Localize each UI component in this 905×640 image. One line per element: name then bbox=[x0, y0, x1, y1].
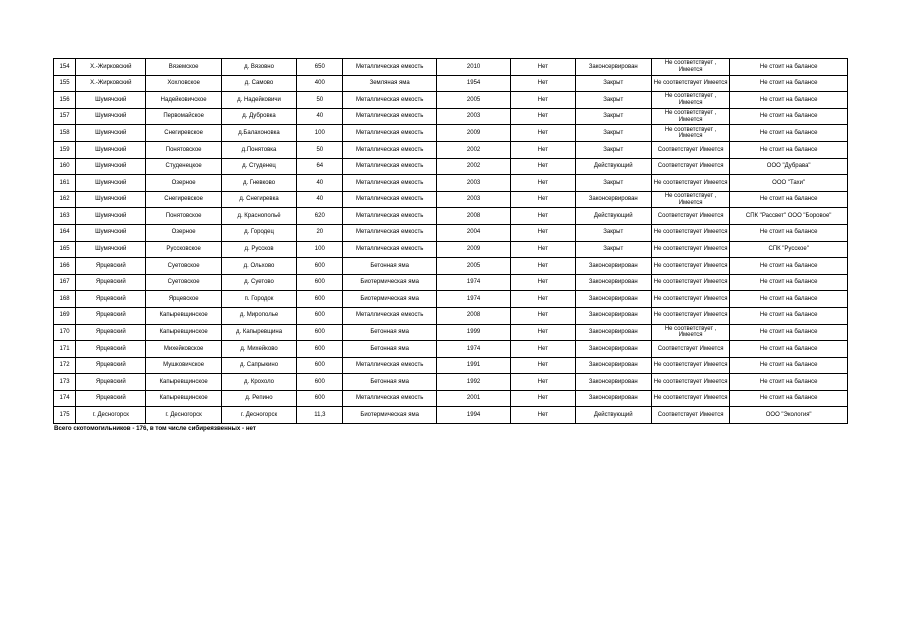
table-row bbox=[54, 241, 848, 258]
year-cell: 1994 bbox=[436, 407, 510, 424]
locality-cell: д. Крохоло bbox=[221, 374, 296, 391]
locality-cell: п. Городок bbox=[221, 291, 296, 308]
balance-holder-cell: Не стоит на балансе bbox=[730, 191, 848, 208]
locality-cell: д. Мирополье bbox=[221, 307, 296, 324]
balance-holder-cell: ООО "Дубрава" bbox=[730, 158, 848, 175]
construction-type-cell: Земляная яма bbox=[343, 75, 436, 92]
area-cell: 11,3 bbox=[297, 407, 343, 424]
row-number-cell: 159 bbox=[54, 141, 76, 158]
balance-holder-cell: Не стоит на балансе bbox=[730, 324, 848, 341]
construction-type-cell: Металлическая емкость bbox=[343, 191, 436, 208]
compliance-cell: Не соответствует Имеется bbox=[651, 241, 729, 258]
balance-holder-cell: Не стоит на балансе bbox=[730, 291, 848, 308]
construction-type-cell: Металлическая емкость bbox=[343, 59, 436, 76]
balance-holder-cell: Не стоит на балансе bbox=[730, 274, 848, 291]
locality-cell: д. Ольхово bbox=[221, 258, 296, 275]
compliance-cell: Не соответствует Имеется bbox=[651, 357, 729, 374]
status-cell: Законсервирован bbox=[575, 291, 651, 308]
construction-type-cell: Металлическая емкость bbox=[343, 108, 436, 125]
balance-holder-cell: Не стоит на балансе bbox=[730, 341, 848, 358]
year-cell: 1999 bbox=[436, 324, 510, 341]
area-cell: 650 bbox=[297, 59, 343, 76]
settlement-cell: Надейковичское bbox=[146, 92, 221, 109]
district-cell: Ярцевский bbox=[76, 374, 146, 391]
locality-cell: д. Самово bbox=[221, 75, 296, 92]
settlement-cell: Руссковское bbox=[146, 241, 221, 258]
settlement-cell: Озерное bbox=[146, 175, 221, 192]
anthrax-cell: Нет bbox=[511, 291, 575, 308]
compliance-cell: Не соответствует Имеется bbox=[651, 258, 729, 275]
district-cell: Х.-Жирковский bbox=[76, 59, 146, 76]
construction-type-cell: Бетонная яма bbox=[343, 324, 436, 341]
row-number-cell: 165 bbox=[54, 241, 76, 258]
table-row bbox=[54, 158, 848, 175]
compliance-cell: Соответствует Имеется bbox=[651, 407, 729, 424]
row-number-cell: 172 bbox=[54, 357, 76, 374]
balance-holder-cell: СПК "Рассвет" ООО "Боровое" bbox=[730, 208, 848, 225]
area-cell: 100 bbox=[297, 241, 343, 258]
construction-type-cell: Биотермическая яма bbox=[343, 407, 436, 424]
row-number-cell: 160 bbox=[54, 158, 76, 175]
locality-cell: д. Репино bbox=[221, 390, 296, 407]
status-cell: Законсервирован bbox=[575, 274, 651, 291]
status-cell: Закрыт bbox=[575, 92, 651, 109]
district-cell: Шумячский bbox=[76, 175, 146, 192]
compliance-cell: Не соответствует Имеется bbox=[651, 374, 729, 391]
balance-holder-cell: Не стоит на балансе bbox=[730, 390, 848, 407]
table-row bbox=[54, 357, 848, 374]
balance-holder-cell: ООО "Тахи" bbox=[730, 175, 848, 192]
status-cell: Действующий bbox=[575, 208, 651, 225]
locality-cell: д. Гневково bbox=[221, 175, 296, 192]
area-cell: 20 bbox=[297, 224, 343, 241]
area-cell: 620 bbox=[297, 208, 343, 225]
status-cell: Законсервирован bbox=[575, 357, 651, 374]
table-row bbox=[54, 125, 848, 142]
year-cell: 2003 bbox=[436, 191, 510, 208]
table-row bbox=[54, 324, 848, 341]
area-cell: 600 bbox=[297, 341, 343, 358]
table-row bbox=[54, 175, 848, 192]
settlement-cell: Капыревщинское bbox=[146, 324, 221, 341]
balance-holder-cell: Не стоит на балансе bbox=[730, 59, 848, 76]
status-cell: Законсервирован bbox=[575, 191, 651, 208]
construction-type-cell: Металлическая емкость bbox=[343, 158, 436, 175]
status-cell: Закрыт bbox=[575, 108, 651, 125]
construction-type-cell: Металлическая емкость bbox=[343, 208, 436, 225]
district-cell: Шумячский bbox=[76, 208, 146, 225]
area-cell: 40 bbox=[297, 191, 343, 208]
construction-type-cell: Металлическая емкость bbox=[343, 390, 436, 407]
compliance-cell: Не соответствует , Имеется bbox=[651, 59, 729, 76]
anthrax-cell: Нет bbox=[511, 341, 575, 358]
settlement-cell: г. Десногорск bbox=[146, 407, 221, 424]
row-number-cell: 156 bbox=[54, 92, 76, 109]
year-cell: 2009 bbox=[436, 125, 510, 142]
balance-holder-cell: Не стоит на балансе bbox=[730, 258, 848, 275]
year-cell: 2003 bbox=[436, 108, 510, 125]
area-cell: 40 bbox=[297, 175, 343, 192]
row-number-cell: 171 bbox=[54, 341, 76, 358]
table-row bbox=[54, 390, 848, 407]
settlement-cell: Суетовское bbox=[146, 274, 221, 291]
district-cell: Ярцевский bbox=[76, 274, 146, 291]
table-row bbox=[54, 208, 848, 225]
table-row bbox=[54, 224, 848, 241]
compliance-cell: Не соответствует Имеется bbox=[651, 274, 729, 291]
district-cell: Шумячский bbox=[76, 108, 146, 125]
district-cell: Шумячский bbox=[76, 158, 146, 175]
table-row bbox=[54, 191, 848, 208]
area-cell: 600 bbox=[297, 291, 343, 308]
status-cell: Закрыт bbox=[575, 175, 651, 192]
settlement-cell: Ярцевское bbox=[146, 291, 221, 308]
table-row bbox=[54, 258, 848, 275]
settlement-cell: Суетовское bbox=[146, 258, 221, 275]
row-number-cell: 166 bbox=[54, 258, 76, 275]
table-row bbox=[54, 59, 848, 76]
table-body bbox=[54, 59, 848, 424]
balance-holder-cell: Не стоит на балансе bbox=[730, 125, 848, 142]
area-cell: 600 bbox=[297, 307, 343, 324]
status-cell: Закрыт bbox=[575, 224, 651, 241]
anthrax-cell: Нет bbox=[511, 158, 575, 175]
locality-cell: д. Сапрыкино bbox=[221, 357, 296, 374]
row-number-cell: 173 bbox=[54, 374, 76, 391]
settlement-cell: Капыревщинское bbox=[146, 374, 221, 391]
year-cell: 2009 bbox=[436, 241, 510, 258]
anthrax-cell: Нет bbox=[511, 175, 575, 192]
district-cell: Х.-Жирковский bbox=[76, 75, 146, 92]
locality-cell: д.Понятовка bbox=[221, 141, 296, 158]
status-cell: Действующий bbox=[575, 407, 651, 424]
document-sheet bbox=[53, 58, 848, 432]
status-cell: Законсервирован bbox=[575, 258, 651, 275]
settlement-cell: Первомайское bbox=[146, 108, 221, 125]
construction-type-cell: Металлическая емкость bbox=[343, 241, 436, 258]
row-number-cell: 170 bbox=[54, 324, 76, 341]
total-summary: Всего скотомогильников - 176, в том числе сибиреязвенных - нет bbox=[54, 425, 256, 433]
construction-type-cell: Биотермическая яма bbox=[343, 291, 436, 308]
area-cell: 600 bbox=[297, 258, 343, 275]
cattle-burial-register-table bbox=[53, 58, 848, 424]
table-row bbox=[54, 108, 848, 125]
locality-cell: д. Краснопольё bbox=[221, 208, 296, 225]
settlement-cell: Понятовское bbox=[146, 208, 221, 225]
row-number-cell: 158 bbox=[54, 125, 76, 142]
construction-type-cell: Металлическая емкость bbox=[343, 175, 436, 192]
construction-type-cell: Металлическая емкость bbox=[343, 224, 436, 241]
row-number-cell: 162 bbox=[54, 191, 76, 208]
compliance-cell: Соответствует Имеется bbox=[651, 341, 729, 358]
year-cell: 1991 bbox=[436, 357, 510, 374]
compliance-cell: Не соответствует Имеется bbox=[651, 224, 729, 241]
locality-cell: д. Дубровка bbox=[221, 108, 296, 125]
settlement-cell: Вяземское bbox=[146, 59, 221, 76]
balance-holder-cell: Не стоит на балансе bbox=[730, 374, 848, 391]
area-cell: 50 bbox=[297, 141, 343, 158]
balance-holder-cell: Не стоит на балансе bbox=[730, 75, 848, 92]
compliance-cell: Не соответствует Имеется bbox=[651, 390, 729, 407]
year-cell: 1974 bbox=[436, 341, 510, 358]
year-cell: 2010 bbox=[436, 59, 510, 76]
construction-type-cell: Металлическая емкость bbox=[343, 125, 436, 142]
table-row bbox=[54, 291, 848, 308]
area-cell: 50 bbox=[297, 92, 343, 109]
anthrax-cell: Нет bbox=[511, 324, 575, 341]
anthrax-cell: Нет bbox=[511, 92, 575, 109]
anthrax-cell: Нет bbox=[511, 141, 575, 158]
status-cell: Законсервирован bbox=[575, 307, 651, 324]
locality-cell: д. Суетово bbox=[221, 274, 296, 291]
construction-type-cell: Бетонная яма bbox=[343, 374, 436, 391]
table-row bbox=[54, 92, 848, 109]
locality-cell: г. Десногорск bbox=[221, 407, 296, 424]
table-row bbox=[54, 341, 848, 358]
anthrax-cell: Нет bbox=[511, 258, 575, 275]
district-cell: Шумячский bbox=[76, 191, 146, 208]
area-cell: 600 bbox=[297, 324, 343, 341]
locality-cell: д. Студенец bbox=[221, 158, 296, 175]
construction-type-cell: Металлическая емкость bbox=[343, 92, 436, 109]
district-cell: Ярцевский bbox=[76, 324, 146, 341]
district-cell: Ярцевский bbox=[76, 341, 146, 358]
district-cell: Шумячский bbox=[76, 241, 146, 258]
construction-type-cell: Металлическая емкость bbox=[343, 307, 436, 324]
district-cell: г. Десногорск bbox=[76, 407, 146, 424]
compliance-cell: Не соответствует , Имеется bbox=[651, 108, 729, 125]
balance-holder-cell: Не стоит на балансе bbox=[730, 224, 848, 241]
status-cell: Законсервирован bbox=[575, 59, 651, 76]
locality-cell: д. Руссков bbox=[221, 241, 296, 258]
year-cell: 1992 bbox=[436, 374, 510, 391]
year-cell: 2002 bbox=[436, 141, 510, 158]
year-cell: 2005 bbox=[436, 92, 510, 109]
anthrax-cell: Нет bbox=[511, 59, 575, 76]
locality-cell: д. Надейковичи bbox=[221, 92, 296, 109]
status-cell: Закрыт bbox=[575, 141, 651, 158]
district-cell: Шумячский bbox=[76, 125, 146, 142]
district-cell: Ярцевский bbox=[76, 357, 146, 374]
district-cell: Шумячский bbox=[76, 92, 146, 109]
locality-cell: д. Михейково bbox=[221, 341, 296, 358]
compliance-cell: Не соответствует Имеется bbox=[651, 307, 729, 324]
year-cell: 2008 bbox=[436, 307, 510, 324]
settlement-cell: Хохловское bbox=[146, 75, 221, 92]
balance-holder-cell: Не стоит на балансе bbox=[730, 92, 848, 109]
compliance-cell: Соответствует Имеется bbox=[651, 158, 729, 175]
district-cell: Шумячский bbox=[76, 224, 146, 241]
table-row bbox=[54, 307, 848, 324]
status-cell: Закрыт bbox=[575, 125, 651, 142]
table-row bbox=[54, 75, 848, 92]
row-number-cell: 163 bbox=[54, 208, 76, 225]
status-cell: Действующий bbox=[575, 158, 651, 175]
anthrax-cell: Нет bbox=[511, 390, 575, 407]
construction-type-cell: Металлическая емкость bbox=[343, 141, 436, 158]
district-cell: Ярцевский bbox=[76, 390, 146, 407]
row-number-cell: 154 bbox=[54, 59, 76, 76]
anthrax-cell: Нет bbox=[511, 191, 575, 208]
settlement-cell: Мушковичское bbox=[146, 357, 221, 374]
area-cell: 64 bbox=[297, 158, 343, 175]
row-number-cell: 169 bbox=[54, 307, 76, 324]
anthrax-cell: Нет bbox=[511, 125, 575, 142]
area-cell: 600 bbox=[297, 274, 343, 291]
locality-cell: д. Капыревщина bbox=[221, 324, 296, 341]
compliance-cell: Не соответствует , Имеется bbox=[651, 92, 729, 109]
year-cell: 2008 bbox=[436, 208, 510, 225]
anthrax-cell: Нет bbox=[511, 224, 575, 241]
table-row bbox=[54, 274, 848, 291]
row-number-cell: 155 bbox=[54, 75, 76, 92]
compliance-cell: Соответствует Имеется bbox=[651, 141, 729, 158]
anthrax-cell: Нет bbox=[511, 108, 575, 125]
compliance-cell: Соответствует Имеется bbox=[651, 208, 729, 225]
year-cell: 2003 bbox=[436, 175, 510, 192]
status-cell: Законсервирован bbox=[575, 374, 651, 391]
status-cell: Закрыт bbox=[575, 241, 651, 258]
settlement-cell: Снегиревское bbox=[146, 125, 221, 142]
status-cell: Законсервирован bbox=[575, 341, 651, 358]
balance-holder-cell: ООО "Экология" bbox=[730, 407, 848, 424]
row-number-cell: 157 bbox=[54, 108, 76, 125]
anthrax-cell: Нет bbox=[511, 75, 575, 92]
row-number-cell: 164 bbox=[54, 224, 76, 241]
construction-type-cell: Биотермическая яма bbox=[343, 274, 436, 291]
year-cell: 2004 bbox=[436, 224, 510, 241]
year-cell: 2002 bbox=[436, 158, 510, 175]
area-cell: 400 bbox=[297, 75, 343, 92]
district-cell: Ярцевский bbox=[76, 307, 146, 324]
district-cell: Шумячский bbox=[76, 141, 146, 158]
balance-holder-cell: Не стоит на балансе bbox=[730, 108, 848, 125]
row-number-cell: 168 bbox=[54, 291, 76, 308]
compliance-cell: Не соответствует Имеется bbox=[651, 291, 729, 308]
anthrax-cell: Нет bbox=[511, 274, 575, 291]
year-cell: 1954 bbox=[436, 75, 510, 92]
area-cell: 600 bbox=[297, 374, 343, 391]
construction-type-cell: Бетонная яма bbox=[343, 341, 436, 358]
anthrax-cell: Нет bbox=[511, 407, 575, 424]
year-cell: 1974 bbox=[436, 274, 510, 291]
compliance-cell: Не соответствует , Имеется bbox=[651, 191, 729, 208]
year-cell: 2001 bbox=[436, 390, 510, 407]
settlement-cell: Капыревщинское bbox=[146, 390, 221, 407]
anthrax-cell: Нет bbox=[511, 357, 575, 374]
construction-type-cell: Металлическая емкость bbox=[343, 357, 436, 374]
district-cell: Ярцевский bbox=[76, 258, 146, 275]
locality-cell: д. Вязовно bbox=[221, 59, 296, 76]
area-cell: 600 bbox=[297, 390, 343, 407]
balance-holder-cell: Не стоит на балансе bbox=[730, 307, 848, 324]
table-row bbox=[54, 141, 848, 158]
locality-cell: д. Городец bbox=[221, 224, 296, 241]
year-cell: 1974 bbox=[436, 291, 510, 308]
status-cell: Закрыт bbox=[575, 75, 651, 92]
area-cell: 40 bbox=[297, 108, 343, 125]
row-number-cell: 174 bbox=[54, 390, 76, 407]
locality-cell: д.Балахоновка bbox=[221, 125, 296, 142]
balance-holder-cell: Не стоит на балансе bbox=[730, 357, 848, 374]
compliance-cell: Не соответствует , Имеется bbox=[651, 324, 729, 341]
compliance-cell: Не соответствует , Имеется bbox=[651, 125, 729, 142]
settlement-cell: Снегиревское bbox=[146, 191, 221, 208]
construction-type-cell: Бетонная яма bbox=[343, 258, 436, 275]
balance-holder-cell: СПК "Русское" bbox=[730, 241, 848, 258]
settlement-cell: Студенецкое bbox=[146, 158, 221, 175]
area-cell: 600 bbox=[297, 357, 343, 374]
settlement-cell: Понятовское bbox=[146, 141, 221, 158]
row-number-cell: 167 bbox=[54, 274, 76, 291]
anthrax-cell: Нет bbox=[511, 241, 575, 258]
status-cell: Законсервирован bbox=[575, 324, 651, 341]
settlement-cell: Михейковское bbox=[146, 341, 221, 358]
area-cell: 100 bbox=[297, 125, 343, 142]
anthrax-cell: Нет bbox=[511, 374, 575, 391]
table-row bbox=[54, 374, 848, 391]
year-cell: 2005 bbox=[436, 258, 510, 275]
settlement-cell: Капыревщинское bbox=[146, 307, 221, 324]
balance-holder-cell: Не стоит на балансе bbox=[730, 141, 848, 158]
district-cell: Ярцевский bbox=[76, 291, 146, 308]
anthrax-cell: Нет bbox=[511, 307, 575, 324]
compliance-cell: Не соответствует Имеется bbox=[651, 75, 729, 92]
status-cell: Законсервирован bbox=[575, 390, 651, 407]
row-number-cell: 161 bbox=[54, 175, 76, 192]
settlement-cell: Озерное bbox=[146, 224, 221, 241]
row-number-cell: 175 bbox=[54, 407, 76, 424]
locality-cell: д. Снегиревка bbox=[221, 191, 296, 208]
compliance-cell: Не соответствует Имеется bbox=[651, 175, 729, 192]
table-row bbox=[54, 407, 848, 424]
anthrax-cell: Нет bbox=[511, 208, 575, 225]
